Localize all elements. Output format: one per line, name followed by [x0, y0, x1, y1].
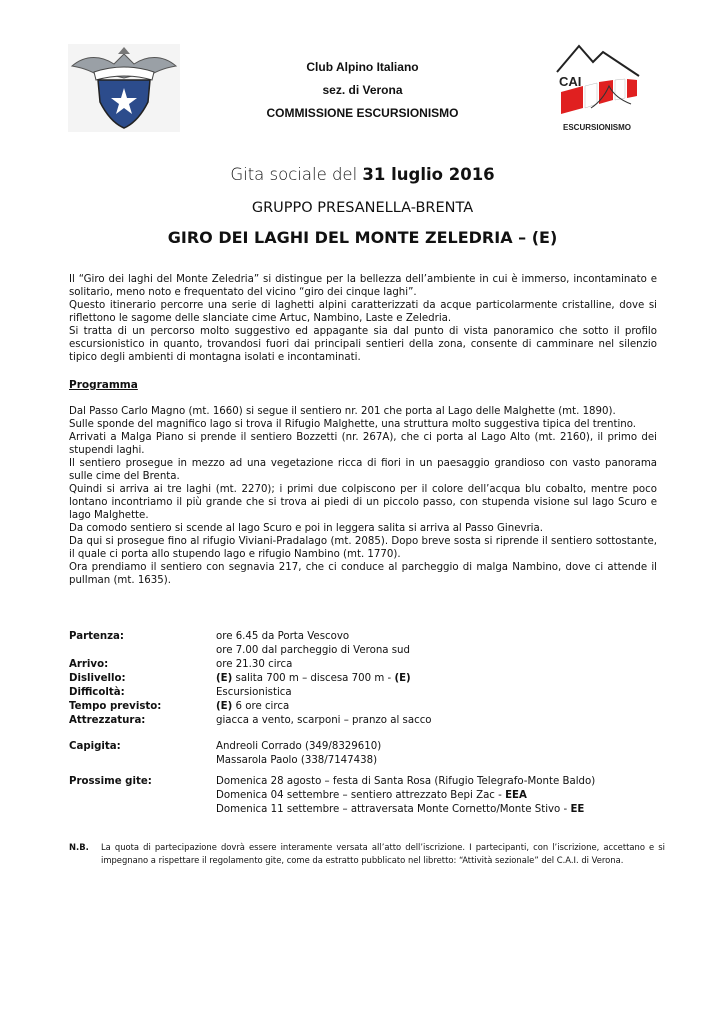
programma-paragraph: Dal Passo Carlo Magno (mt. 1660) si segue il sentiero nr. 201 che porta al Lago delle Malghette (mt. 1890). — [69, 406, 616, 417]
nb-label: N.B. — [69, 842, 89, 852]
prossime-gite-value: Domenica 04 settembre – sentiero attrezzato Bepi Zac - EEA — [216, 790, 527, 801]
prossime-gite-label: Prossime gite: — [69, 776, 152, 787]
title-prefix: Gita sociale del — [230, 165, 358, 184]
cai-eagle-icon — [68, 44, 180, 132]
cai-logo — [68, 44, 180, 132]
capigita-value: Andreoli Corrado (349/8329610) — [216, 741, 382, 752]
partenza-label: Partenza: — [69, 631, 125, 642]
group-title: GRUPPO PRESANELLA-BRENTA — [251, 200, 474, 216]
trip-date: 31 luglio 2016 — [362, 165, 495, 184]
tempo-label: Tempo previsto: — [69, 701, 162, 712]
dislivello-label: Dislivello: — [69, 673, 126, 684]
attrezzatura-value: giacca a vento, scarponi – pranzo al sacco — [216, 715, 432, 726]
svg-text:ESCURSIONISMO: ESCURSIONISMO — [563, 123, 632, 132]
capigita-value: Massarola Paolo (338/7147438) — [216, 755, 378, 766]
intro-paragraph: Il “Giro dei laghi del Monte Zeledria” si distingue per la bellezza dell’ambiente in cui è immerso, incontaminato e solitario, meno noto e frequentato del vicino “giro dei cinque laghi”. — [69, 274, 657, 298]
difficolta-value: Escursionistica — [216, 687, 292, 698]
tempo-value: (E) 6 ore circa — [216, 701, 290, 712]
programma-heading: Programma — [69, 379, 138, 391]
programma-paragraph: Il sentiero prosegue in mezzo ad una vegetazione ricca di fiori in un paesaggio grandioso con vasto panorama sulle cime del Brenta. — [69, 458, 657, 482]
intro-paragraph: Si tratta di un percorso molto suggestivo ed appagante sia dal punto di vista panoramico che sotto il profilo escursionistico in quanto, trovandosi fuori dai principali sentieri della zona, consente di camminare nel silenzio tipico degli ambienti di montagna isolati e incontaminati. — [69, 326, 657, 363]
programma-paragraph: Arrivati a Malga Piano si prende il sentiero Bozzetti (nr. 267A), che ci porta al Lago Alto (mt. 2160), il primo dei stupendi laghi. — [69, 432, 657, 456]
trip-date-title — [0, 165, 725, 184]
prossime-gite-value: Domenica 11 settembre – attraversata Monte Cornetto/Monte Stivo - EE — [216, 804, 585, 815]
cai-escursionismo-logo — [553, 42, 643, 134]
partenza-value: ore 6.45 da Porta Vescovo — [216, 631, 350, 642]
commission-name: COMMISSIONE ESCURSIONISMO — [266, 106, 459, 120]
arrivo-value: ore 21.30 circa — [216, 659, 293, 670]
prossime-gite-value: Domenica 28 agosto – festa di Santa Rosa (Rifugio Telegrafo-Monte Baldo) — [216, 776, 596, 787]
attrezzatura-label: Attrezzatura: — [69, 715, 146, 726]
programma-text — [69, 405, 657, 587]
intro-paragraph: Questo itinerario percorre una serie di laghetti alpini caratterizzati da acque particolarmente cristalline, dove si riflettono le sagome delle slanciate cime Artuc, Nambino, Laste e Zeledria. — [69, 300, 657, 324]
dislivello-value: (E) salita 700 m – discesa 700 m - (E) — [216, 673, 411, 684]
programma-paragraph: Da comodo sentiero si scende al lago Scuro e poi in leggera salita si arriva al Passo Ginevria. — [69, 523, 543, 534]
escursionismo-flag-icon — [553, 42, 643, 134]
nb-text: La quota di partecipazione dovrà essere interamente versata all’atto dell’iscrizione. I partecipanti, con l’iscrizione, accettano e si impegnano a rispettare il regolamento gite, come da estratto pubblicato nel libretto: “Attività sezionale” del C.A.I. di Verona. — [101, 842, 665, 865]
capigita-label: Capigita: — [69, 741, 121, 752]
programma-paragraph: Da qui si prosegue fino al rifugio Viviani-Pradalago (mt. 2085). Dopo breve sosta si riprende il sentiero sottostante, il quale ci porta allo stupendo lago e rifugio Nambino (mt. 1770). — [69, 536, 657, 560]
org-name: Club Alpino Italiano — [306, 60, 419, 74]
intro-text — [69, 273, 657, 364]
partenza-value: ore 7.00 dal parcheggio di Verona sud — [216, 645, 410, 656]
programma-paragraph: Ora prendiamo il sentiero con segnavia 217, che ci conduce al parcheggio di malga Nambino, dove ci attende il pullman (mt. 1635). — [69, 562, 657, 586]
arrivo-label: Arrivo: — [69, 659, 109, 670]
difficolta-label: Difficoltà: — [69, 687, 125, 698]
section-name: sez. di Verona — [322, 83, 403, 97]
programma-paragraph: Sulle sponde del magnifico lago si trova il Rifugio Malghette, una struttura molto suggestiva tipica del trentino. — [69, 419, 637, 430]
main-title: GIRO DEI LAGHI DEL MONTE ZELEDRIA – (E) — [167, 228, 558, 247]
svg-text:CAI: CAI — [559, 74, 582, 89]
programma-paragraph: Quindi si arriva ai tre laghi (mt. 2270); i primi due colpiscono per il colore dell’acqua blu cobalto, mentre poco lontano incontriamo il più grande che si trova ai piedi di un piccolo passo, con stupenda visione sul lago Scuro e lago Malghette. — [69, 484, 657, 521]
